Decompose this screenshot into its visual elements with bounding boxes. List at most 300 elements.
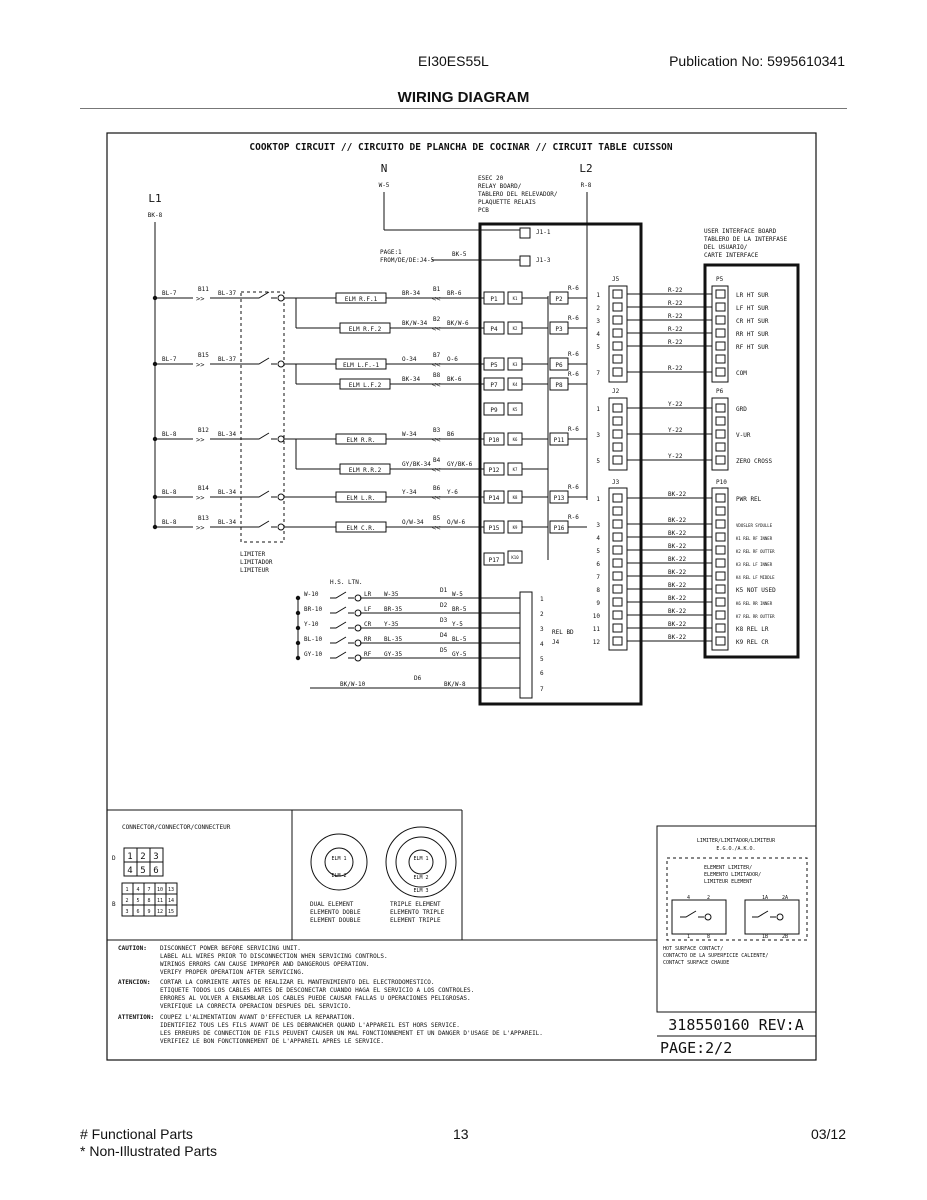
element-plug-label: B7	[433, 352, 441, 359]
attention-label: ATTENTION:	[118, 1014, 155, 1021]
j1-1-label: J1-1	[536, 229, 551, 236]
j2-uib-pin-box	[716, 430, 725, 438]
revision-date: 03/12	[810, 1126, 846, 1142]
j3-pin-wire-label: BK-22	[668, 634, 687, 641]
j3-uib-pin-box	[716, 585, 725, 593]
limiter-switch-terminal	[278, 361, 284, 367]
hs-last-right-label: BK/W-8	[444, 681, 466, 688]
element-plug-symbol: <<	[432, 295, 441, 303]
limiter-switch	[253, 292, 277, 298]
page-title: WIRING DIAGRAM	[397, 89, 530, 106]
connector-d-label: D	[112, 855, 116, 862]
j2-connector	[609, 398, 627, 470]
limiter-pin-label: 2A	[782, 895, 789, 901]
element-name: ELM R.F.1	[344, 296, 378, 303]
relay-output-pin-label: P11	[553, 437, 565, 444]
limiter-caption: LIMITADOR	[240, 559, 273, 566]
hs-switch	[330, 652, 354, 658]
element-wire-label: BK-34	[402, 376, 421, 383]
hs-switch-label: RR	[364, 636, 372, 643]
j3-pin-box	[613, 494, 622, 502]
element-in-wire-label: BL-8	[162, 519, 177, 526]
j2-uib-pin-box	[716, 443, 725, 451]
hs-right-top-label: GY-35	[384, 651, 403, 658]
l2-wire-label: R-8	[580, 182, 592, 189]
j3-pin-wire-label: BK-22	[668, 621, 687, 628]
j2-pin-box	[613, 456, 622, 464]
j5-uib-pin-label: LF HT SUR	[736, 305, 769, 312]
j5-uib-pin-label: RR HT SUR	[736, 331, 769, 338]
publication-number: Publication No: 5995610341	[669, 53, 845, 69]
j4-pin-label: 7	[540, 686, 544, 693]
j3-pin-box	[613, 572, 622, 580]
limiter-legend-switch-a	[680, 911, 704, 917]
element-wire-label: O-34	[402, 356, 417, 363]
hs-title: H.S. LTN.	[330, 579, 363, 586]
page-ref-label: PAGE:1	[380, 249, 402, 256]
dual-element-inner	[325, 848, 353, 876]
limiter-caption: LIMITER	[240, 551, 266, 558]
j5-uib-pin-box	[716, 303, 725, 311]
user-interface-board-label: DEL USUARIO/	[704, 244, 748, 251]
j5-pin-wire-label: R-22	[668, 300, 683, 307]
limiter-pin-label: 4	[687, 895, 691, 901]
hs-junction	[296, 641, 300, 645]
j3-pin-number: 8	[596, 587, 600, 594]
limiter-pin-label: 1B	[762, 934, 769, 940]
connector-b-cell-label: 12	[156, 909, 164, 915]
user-interface-board-label: TABLERO DE LA INTERFASE	[704, 236, 788, 243]
connector-d-cell-label: 3	[153, 852, 159, 862]
j3-uib-pin-box	[716, 507, 725, 515]
element-out-wire-label: BL-34	[218, 519, 237, 526]
limiter-caption: LIMITEUR	[240, 567, 269, 574]
j3-pin-wire-label: BK-22	[668, 569, 687, 576]
relay-label: K1	[512, 296, 518, 301]
hs-diode-label: D3	[440, 617, 448, 624]
j5-pin-box	[613, 316, 622, 324]
hs-last-diode-label: D6	[414, 675, 422, 682]
j3-pin-wire-label: BK-22	[668, 491, 687, 498]
hs-diode-label: D5	[440, 647, 448, 654]
connector-b-cell-label: 8	[147, 898, 151, 904]
limiter-legend-box	[657, 826, 816, 1012]
relay-label: K2	[512, 326, 518, 331]
j3-pin-box	[613, 546, 622, 554]
relay-board-label: PCB	[478, 207, 489, 214]
j5-pin-wire-label: R-22	[668, 326, 683, 333]
j2-pin-box	[613, 443, 622, 451]
atencion-line: ERRORES AL VOLVER A ENSAMBLAR LOS CABLES PUEDE CAUSAR FALLAS U OPERACIONES PELIGROSAS.	[160, 995, 471, 1002]
limiter-switch-terminal	[278, 524, 284, 530]
relay-r-wire-label: R-6	[568, 371, 579, 378]
j3-uib-pin-box	[716, 494, 725, 502]
relay-output-pin-label: P3	[555, 326, 563, 333]
j5-pin-box	[613, 342, 622, 350]
limiter-pin-label: 8	[707, 934, 711, 940]
element-wire-label: GY/BK-34	[402, 461, 431, 468]
element-name: ELM C.R.	[346, 525, 376, 532]
element-name: ELM L.F.2	[348, 382, 382, 389]
element-plug-label: B5	[433, 515, 441, 522]
hs-switch	[330, 607, 354, 613]
j5-uib-pin-label: LR HT SUR	[736, 292, 769, 299]
limiter-switch-terminal	[278, 494, 284, 500]
hs-diode-label: D1	[440, 587, 448, 594]
relay-label: K7	[512, 467, 518, 472]
limiter-pin-label: 1A	[762, 895, 769, 901]
j1-1-pin	[520, 228, 530, 238]
limiter-switch-terminal	[278, 295, 284, 301]
element-wire2-label: BK/W-6	[447, 320, 469, 327]
page-ref-wire-label: BK-5	[452, 251, 467, 258]
p6-label: P6	[716, 388, 724, 395]
hs-right-top-label: Y-35	[384, 621, 399, 628]
element-plug-symbol: <<	[432, 524, 441, 532]
j3-pin-number: 6	[596, 561, 600, 568]
element-wire2-label: B6	[447, 431, 455, 438]
element-limiter-caption: LIMITEUR ELEMENT	[704, 879, 753, 885]
p5-label: P5	[716, 276, 724, 283]
element-connector-label: B15	[198, 352, 209, 359]
hs-left-wire-label: GY-10	[304, 651, 323, 658]
j2-pin-wire-label: Y-22	[668, 453, 683, 460]
connector-d-cell-label: 1	[127, 852, 133, 862]
j2-uib-pin-box	[716, 417, 725, 425]
limiter-legend-switch-a-terminal	[705, 914, 711, 920]
element-wire2-label: BK-6	[447, 376, 462, 383]
j4-pin-label: 1	[540, 596, 544, 603]
element-plug-label: B1	[433, 286, 441, 293]
hs-right-top-label: BL-35	[384, 636, 403, 643]
element-wire-label: BR-34	[402, 290, 421, 297]
hs-junction	[296, 656, 300, 660]
j3-pin-number: 12	[592, 639, 600, 646]
element-plug-symbol: <<	[432, 436, 441, 444]
j5-label: J5	[612, 276, 620, 283]
triple-element-caption: ELEMENTO TRIPLE	[390, 909, 445, 916]
j3-pin-number: 3	[596, 522, 600, 529]
j3-pin-wire-label: BK-22	[668, 582, 687, 589]
element-plug-label: B8	[433, 372, 441, 379]
relay-input-pin-label: P10	[488, 437, 500, 444]
relay-input-pin-label: P4	[490, 326, 498, 333]
limiter-switch-terminal	[278, 436, 284, 442]
j3-uib-pin-box	[716, 572, 725, 580]
limiter-pin-label: 1	[687, 934, 691, 940]
relay-r-wire-label: R-6	[568, 514, 579, 521]
j1-3-label: J1-3	[536, 257, 551, 264]
hs-last-left-label: BK/W-10	[340, 681, 366, 688]
connector-b-label: B	[112, 901, 116, 908]
triple-element-inner	[409, 850, 433, 874]
rel-bd-label: REL BD	[552, 629, 574, 636]
element-plug-label: B2	[433, 316, 441, 323]
j1-3-pin	[520, 256, 530, 266]
connector-legend-title: CONNECTOR/CONNECTOR/CONNECTEUR	[122, 824, 231, 831]
connector-d-cell-label: 2	[140, 852, 146, 862]
element-in-wire-label: BL-7	[162, 290, 177, 297]
j3-pin-number: 9	[596, 600, 600, 607]
j4-pin-label: 3	[540, 626, 544, 633]
j2-uib-pin-label: V-UR	[736, 432, 751, 439]
j2-label: J2	[612, 388, 620, 395]
element-connector-symbol: >>	[196, 295, 205, 303]
relay-label: K9	[512, 525, 518, 530]
hs-right-wire-label: BR-5	[452, 606, 467, 613]
element-in-wire-label: BL-8	[162, 489, 177, 496]
n-wire-label: W-5	[378, 182, 390, 189]
element-out-wire-label: BL-34	[218, 489, 237, 496]
j3-uib-pin-label: K3 REL LF INNER	[736, 562, 773, 567]
j3-uib-pin-box	[716, 598, 725, 606]
j2-pin-number: 5	[596, 458, 600, 465]
relay-board-label: RELAY BOARD/	[478, 183, 522, 190]
caution-line: LABEL ALL WIRES PRIOR TO DISCONNECTION WHEN SERVICING CONTROLS.	[160, 953, 388, 960]
relay-output-pin-label: P2	[555, 296, 563, 303]
j3-uib-pin-label: K8 REL LR	[736, 626, 769, 633]
relay-label: K3	[512, 362, 518, 367]
element-connector-label: B12	[198, 427, 209, 434]
atencion-line: ETIQUETE TODOS LOS CABLES ANTES DE DESCONECTAR CUANDO HAGA EL SERVICIO A LOS CONTROLES.	[160, 987, 475, 994]
element-name: ELM R.F.2	[348, 326, 382, 333]
j3-pin-box	[613, 533, 622, 541]
atencion-label: ATENCION:	[118, 979, 151, 986]
connector-d-cell-label: 5	[140, 866, 146, 876]
relay-input-pin-label: P5	[490, 362, 498, 369]
functional-parts-note: # Functional Parts	[80, 1126, 193, 1142]
j2-pin-number: 1	[596, 406, 600, 413]
l1-wire-label: BK-8	[147, 212, 163, 219]
limiter-pin-label: 2B	[782, 934, 789, 940]
dual-element-outer	[311, 834, 367, 890]
element-in-wire-label: BL-7	[162, 356, 177, 363]
j2-pin-box	[613, 417, 622, 425]
j5-pin-box	[613, 303, 622, 311]
j5-pin-wire-label: R-22	[668, 287, 683, 294]
j3-uib-pin-label: PWR REL	[736, 496, 762, 503]
connector-b-cell-label: 14	[167, 898, 175, 904]
connector-b-cell-label: 6	[136, 909, 140, 915]
j3-uib-pin-label: K4 REL LF MIDDLE	[736, 575, 775, 580]
element-limiter-caption: ELEMENTO LIMITADOR/	[704, 872, 762, 878]
j2-pin-wire-label: Y-22	[668, 401, 683, 408]
caution-label: CAUTION:	[118, 945, 147, 952]
connector-b-cell-label: 3	[125, 909, 129, 915]
element-plug-label: B4	[433, 457, 441, 464]
connector-b-cell-label: 13	[167, 887, 175, 893]
element-connector-symbol: >>	[196, 524, 205, 532]
connector-b-cell-label: 4	[136, 887, 140, 893]
j3-pin-number: 7	[596, 574, 600, 581]
element-in-wire-label: BL-8	[162, 431, 177, 438]
j2-uib-pin-box	[716, 456, 725, 464]
j4-pin-label: 4	[540, 641, 544, 648]
relay-output-pin-label: P13	[553, 495, 565, 502]
j3-pin-box	[613, 507, 622, 515]
model-number: EI30ES55L	[418, 53, 489, 69]
connector-d-cell-label: 6	[153, 866, 159, 876]
j3-uib-pin-box	[716, 611, 725, 619]
j4-label: J4	[552, 639, 560, 646]
j5-pin-wire-label: R-22	[668, 313, 683, 320]
p9-label: P9	[490, 407, 498, 414]
j3-pin-number: 4	[596, 535, 600, 542]
relay-label: K5	[512, 407, 518, 412]
j3-pin-box	[613, 520, 622, 528]
j3-pin-wire-label: BK-22	[668, 517, 687, 524]
connector-b-cell-label: 9	[147, 909, 151, 915]
element-wire2-label: O/W-6	[447, 519, 466, 526]
connector-b-cell-label: 2	[125, 898, 129, 904]
j3-uib-pin-label: VDOSLER SYDULLE	[736, 523, 773, 528]
relay-r-wire-label: R-6	[568, 484, 579, 491]
caution-line: DISCONNECT POWER BEFORE SERVICING UNIT.	[160, 945, 301, 952]
j3-uib-pin-box	[716, 546, 725, 554]
connector-b-cell-label: 1	[125, 887, 129, 893]
attention-line: IDENTIFIEZ TOUS LES FILS AVANT DE LES DEBRANCHER QUAND L'APPAREIL EST HORS SERVICE.	[160, 1022, 460, 1029]
element-wire-label: W-34	[402, 431, 417, 438]
j5-pin-number: 5	[596, 344, 600, 351]
hs-switch-label: LF	[364, 606, 372, 613]
element-wire2-label: O-6	[447, 356, 458, 363]
j2-pin-wire-label: Y-22	[668, 427, 683, 434]
hs-junction	[296, 596, 300, 600]
element-name: ELM R.R.	[346, 437, 376, 444]
j5-uib-pin-box	[716, 290, 725, 298]
j3-uib-pin-box	[716, 559, 725, 567]
limiter-legend-title: E.G.O./A.K.O.	[716, 846, 756, 852]
p10-connector	[712, 488, 728, 650]
relay-r-wire-label: R-6	[568, 315, 579, 322]
element-wire2-label: GY/BK-6	[447, 461, 473, 468]
relay-input-pin-label: P15	[488, 525, 500, 532]
j3-pin-number: 10	[592, 613, 600, 620]
hs-left-wire-label: W-10	[304, 591, 319, 598]
j3-pin-box	[613, 585, 622, 593]
j4-pin-label: 5	[540, 656, 544, 663]
element-out-wire-label: BL-37	[218, 356, 237, 363]
j3-uib-pin-label: K5 NOT USED	[736, 587, 776, 594]
element-plug-symbol: <<	[432, 466, 441, 474]
limiter-legend-switch-b	[752, 911, 776, 917]
j3-uib-pin-box	[716, 624, 725, 632]
page-ref-from: FROM/DE/DE:J4-5	[380, 257, 435, 264]
relay-output-pin-label: P8	[555, 382, 563, 389]
hot-surface-caption: CONTACTO DE LA SUPERFICIE CALIENTE/	[663, 953, 769, 959]
triple-elm3-label: ELM 3	[413, 888, 429, 894]
relay-board-label: PLAQUETTE RELAIS	[478, 199, 536, 206]
dual-element-caption: ELEMENTO DOBLE	[310, 909, 361, 916]
j3-uib-pin-label: K6 REL RR INNER	[736, 601, 773, 606]
j2-uib-pin-label: ZERO CROSS	[736, 458, 773, 465]
element-connector-symbol: >>	[196, 436, 205, 444]
j3-uib-pin-label: K2 REL RF OUTTER	[736, 549, 775, 554]
hs-left-wire-label: BL-10	[304, 636, 323, 643]
hs-junction	[296, 611, 300, 615]
j3-uib-pin-label: K1 REL RF INNER	[736, 536, 773, 541]
relay-board-label: ESEC 20	[478, 175, 504, 182]
hs-switch	[330, 592, 354, 598]
relay-output-pin-label: P6	[555, 362, 563, 369]
dual-element-caption: ELEMENT DOUBLE	[310, 917, 361, 924]
connector-b-cell-label: 15	[167, 909, 175, 915]
limiter-pin-label: 2	[707, 895, 711, 901]
relay-label: K6	[512, 437, 518, 442]
connector-b-cell-label: 10	[156, 887, 164, 893]
limiter-dashed-frame	[241, 292, 284, 542]
limiter-legend-switch-b-terminal	[777, 914, 783, 920]
j5-uib-pin-box	[716, 329, 725, 337]
limiter-legend-title: LIMITER/LIMITADOR/LIMITEUR	[696, 838, 776, 844]
element-connector-label: B11	[198, 286, 209, 293]
j5-pin-number: 3	[596, 318, 600, 325]
element-name: ELM R.R.2	[348, 467, 382, 474]
l2-label: L2	[579, 162, 593, 175]
j5-pin-number: 1	[596, 292, 600, 299]
element-plug-label: B3	[433, 427, 441, 434]
element-plug-symbol: <<	[432, 381, 441, 389]
j3-pin-number: 11	[592, 626, 600, 633]
relay-label: K10	[511, 555, 519, 560]
caution-line: WIRINGS ERRORS CAN CAUSE IMPROPER AND DANGEROUS OPERATION.	[160, 961, 370, 968]
element-plug-symbol: <<	[432, 325, 441, 333]
j3-pin-box	[613, 637, 622, 645]
attention-line: COUPEZ L'ALIMENTATION AVANT D'EFFECTUER LA REPARATION.	[160, 1014, 356, 1021]
j3-pin-wire-label: BK-22	[668, 595, 687, 602]
page-number: 13	[453, 1126, 469, 1142]
document-number: 318550160 REV:A	[668, 1016, 804, 1034]
element-limiter-caption: ELEMENT LIMITER/	[704, 865, 753, 871]
j3-uib-pin-box	[716, 637, 725, 645]
j5-pin-box	[613, 368, 622, 376]
limiter-switch	[253, 521, 277, 527]
connector-d-cell-label: 4	[127, 866, 133, 876]
hs-right-wire-label: W-5	[452, 591, 463, 598]
hot-surface-caption: HOT SURFACE CONTACT/	[663, 946, 724, 952]
limiter-switch	[253, 433, 277, 439]
j5-uib-pin-label: RF HT SUR	[736, 344, 769, 351]
j4-pin-label: 2	[540, 611, 544, 618]
element-wire-label: BK/W-34	[402, 320, 428, 327]
j3-pin-box	[613, 624, 622, 632]
j2-pin-box	[613, 404, 622, 412]
dual-elm1-label: ELM 1	[331, 856, 347, 862]
j3-uib-pin-box	[716, 520, 725, 528]
hs-diode-label: D2	[440, 602, 448, 609]
dual-element-caption: DUAL ELEMENT	[310, 901, 354, 908]
limiter-switch	[253, 491, 277, 497]
footer-legend	[80, 1126, 217, 1160]
element-name: ELM L.R.	[346, 495, 376, 502]
connector-b-cell-label: 11	[156, 898, 164, 904]
j3-pin-box	[613, 598, 622, 606]
element-plug-label: B6	[433, 485, 441, 492]
document-page: PAGE:2/2	[660, 1039, 733, 1057]
hs-diode-label: D4	[440, 632, 448, 639]
j3-pin-wire-label: BK-22	[668, 543, 687, 550]
hs-switch-label: LR	[364, 591, 372, 598]
j5-pin-number: 4	[596, 331, 600, 338]
j3-pin-number: 5	[596, 548, 600, 555]
caution-line: VERIFY PROPER OPERATION AFTER SERVICING.	[160, 969, 305, 976]
element-connector-symbol: >>	[196, 361, 205, 369]
element-connector-label: B14	[198, 485, 209, 492]
j3-uib-pin-box	[716, 533, 725, 541]
element-connector-label: B13	[198, 515, 209, 522]
j4-pin-label: 6	[540, 670, 544, 677]
j3-pin-box	[613, 559, 622, 567]
